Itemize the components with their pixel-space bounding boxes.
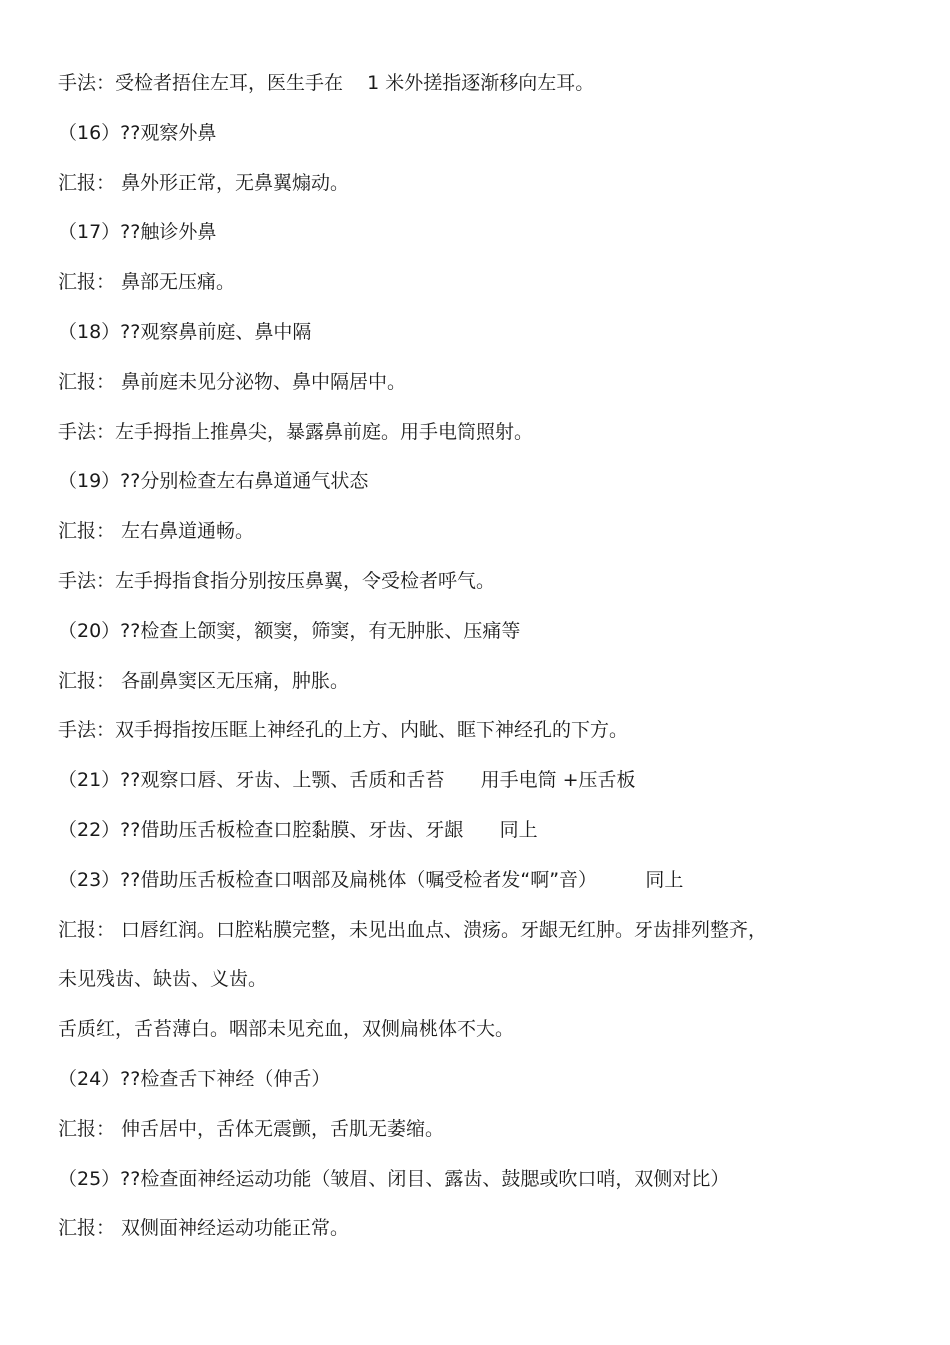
- section-heading: （17）??触诊外鼻: [58, 221, 217, 244]
- section-heading: （23）??借助压舌板检查口咽部及扁桃体（嘱受检者发“啊”音） 同上: [58, 868, 684, 891]
- section-heading: （25）??检查面神经运动功能（皱眉、闭目、露齿、鼓腮或吹口哨，双侧对比）: [58, 1167, 730, 1190]
- report-line: 汇报： 各副鼻窦区无压痛，肿胀。: [58, 669, 350, 692]
- section-heading: （16）??观察外鼻: [58, 121, 217, 144]
- report-line: 汇报： 鼻外形正常，无鼻翼煽动。: [58, 171, 350, 194]
- text-line: 手法：受检者捂住左耳，医生手在 1 米外搓指逐渐移向左耳。: [58, 72, 595, 94]
- method-line: 手法：左手拇指上推鼻尖，暴露鼻前庭。用手电筒照射。: [58, 420, 534, 443]
- method-line: 手法：双手拇指按压眶上神经孔的上方、内眦、眶下神经孔的下方。: [58, 719, 629, 742]
- method-line: 手法：左手拇指食指分别按压鼻翼，令受检者呼气。: [58, 569, 496, 592]
- report-line: 汇报： 左右鼻道通畅。: [58, 520, 255, 543]
- section-heading: （19）??分别检查左右鼻道通气状态: [58, 470, 369, 493]
- section-heading: （24）??检查舌下神经（伸舌）: [58, 1067, 331, 1090]
- report-line: 汇报： 双侧面神经运动功能正常。: [58, 1217, 350, 1240]
- report-line: 汇报： 鼻前庭未见分泌物、鼻中隔居中。: [58, 370, 407, 393]
- document-body: [58, 68, 918, 1263]
- section-heading: （20）??检查上颌窦，额窦，筛窦，有无肿胀、压痛等: [58, 619, 521, 642]
- report-line: 汇报： 鼻部无压痛。: [58, 271, 236, 294]
- report-line: 汇报： 口唇红润。口腔粘膜完整，未见出血点、溃疡。牙龈无红肿。牙齿排列整齐，: [58, 918, 768, 941]
- section-heading: （21）??观察口唇、牙齿、上颚、舌质和舌苔 用手电筒 +压舌板: [58, 769, 636, 792]
- report-continuation: 舌质红，舌苔薄白。咽部未见充血，双侧扁桃体不大。: [58, 1018, 515, 1041]
- report-line: 汇报： 伸舌居中，舌体无震颤，舌肌无萎缩。: [58, 1117, 445, 1140]
- section-heading: （18）??观察鼻前庭、鼻中隔: [58, 320, 312, 343]
- report-continuation: 未见残齿、缺齿、义齿。: [58, 968, 268, 991]
- section-heading: （22）??借助压舌板检查口腔黏膜、牙齿、牙龈 同上: [58, 818, 538, 841]
